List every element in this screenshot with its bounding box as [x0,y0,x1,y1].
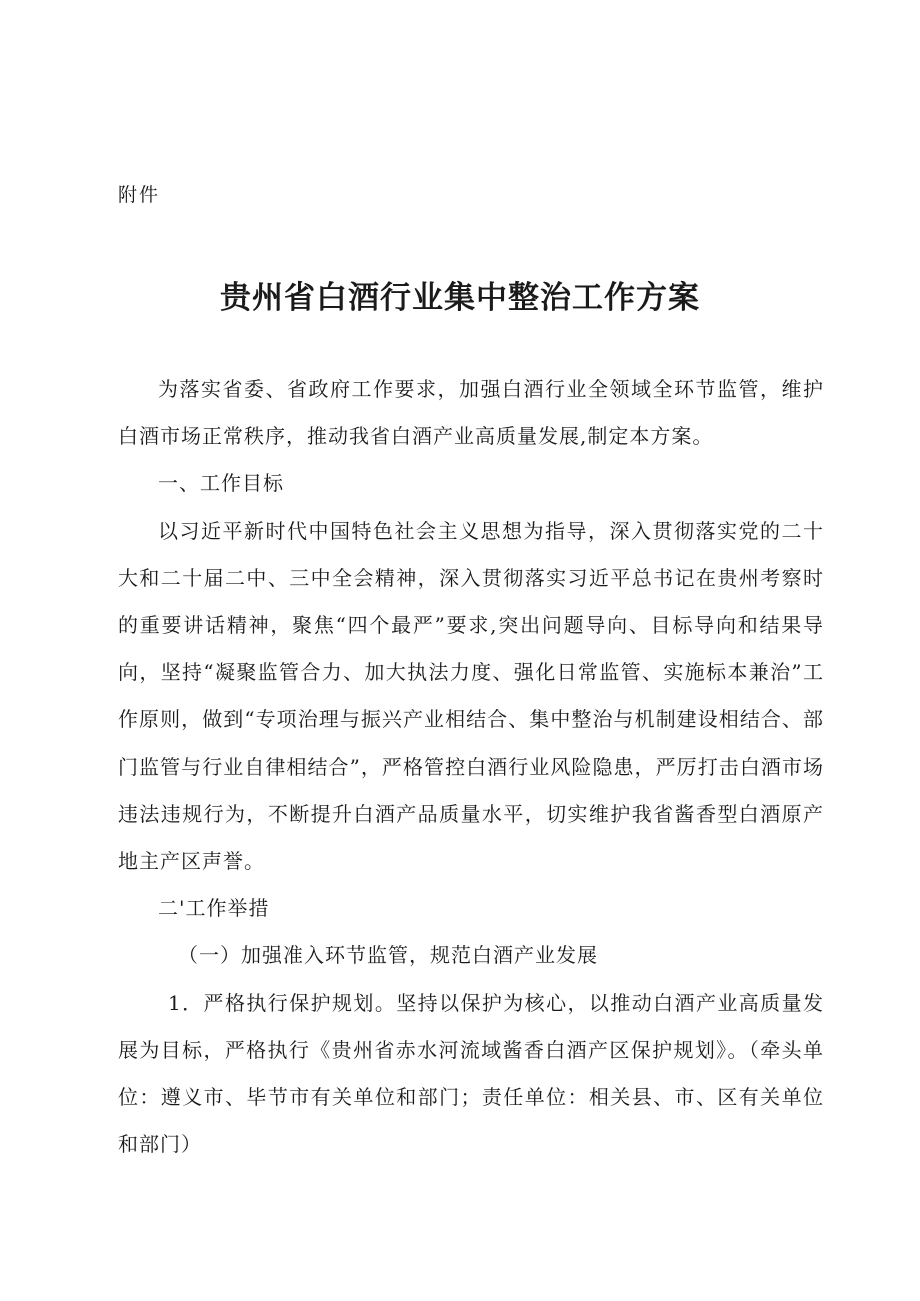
attachment-label: 附件 [118,184,161,206]
item-1-paragraph: 1．严格执行保护规划。坚持以保护为核心，以推动白酒产业高质量发展为目标，严格执行《贵州省赤水河流域酱香白酒产区保护规划》。（牵头单位：遵义市、毕节市有关单位和部门；责任单位：相关县、市、区有关单位和部门） [118,990,824,1157]
section-heading-goals: 一、工作目标 [158,471,284,496]
section-heading-measures: 二'工作举措 [158,896,270,921]
document-title: 贵州省白酒行业集中整治工作方案 [220,280,700,316]
document-body [118,366,824,1168]
intro-paragraph: 为落实省委、省政府工作要求，加强白酒行业全领域全环节监管，维护白酒市场正常秩序，推动我省白酒产业高质量发展,制定本方案。 [118,377,824,449]
subsection-heading-1: （一）加强准入环节监管，规范白酒产业发展 [178,943,598,968]
goals-paragraph: 以习近平新时代中国特色社会主义思想为指导，深入贯彻落实党的二十大和二十届二中、三中全会精神，深入贯彻落实习近平总书记在贵州考察时的重要讲话精神，聚焦“四个最严”要求,突出问题导向、目标导向和结果导向，坚持“凝聚监管合力、加大执法力度、强化日常监管、实施标本兼治”工作原则，做到“专项治理与振兴产业相结合、集中整治与机制建设相结合、部门监管与行业自律相结合”，严格管控白酒行业风险隐患，严厉打击白酒市场违法违规行为，不断提升白酒产品质量水平，切实维护我省酱香型白酒原产地主产区声誉。 [118,518,824,874]
